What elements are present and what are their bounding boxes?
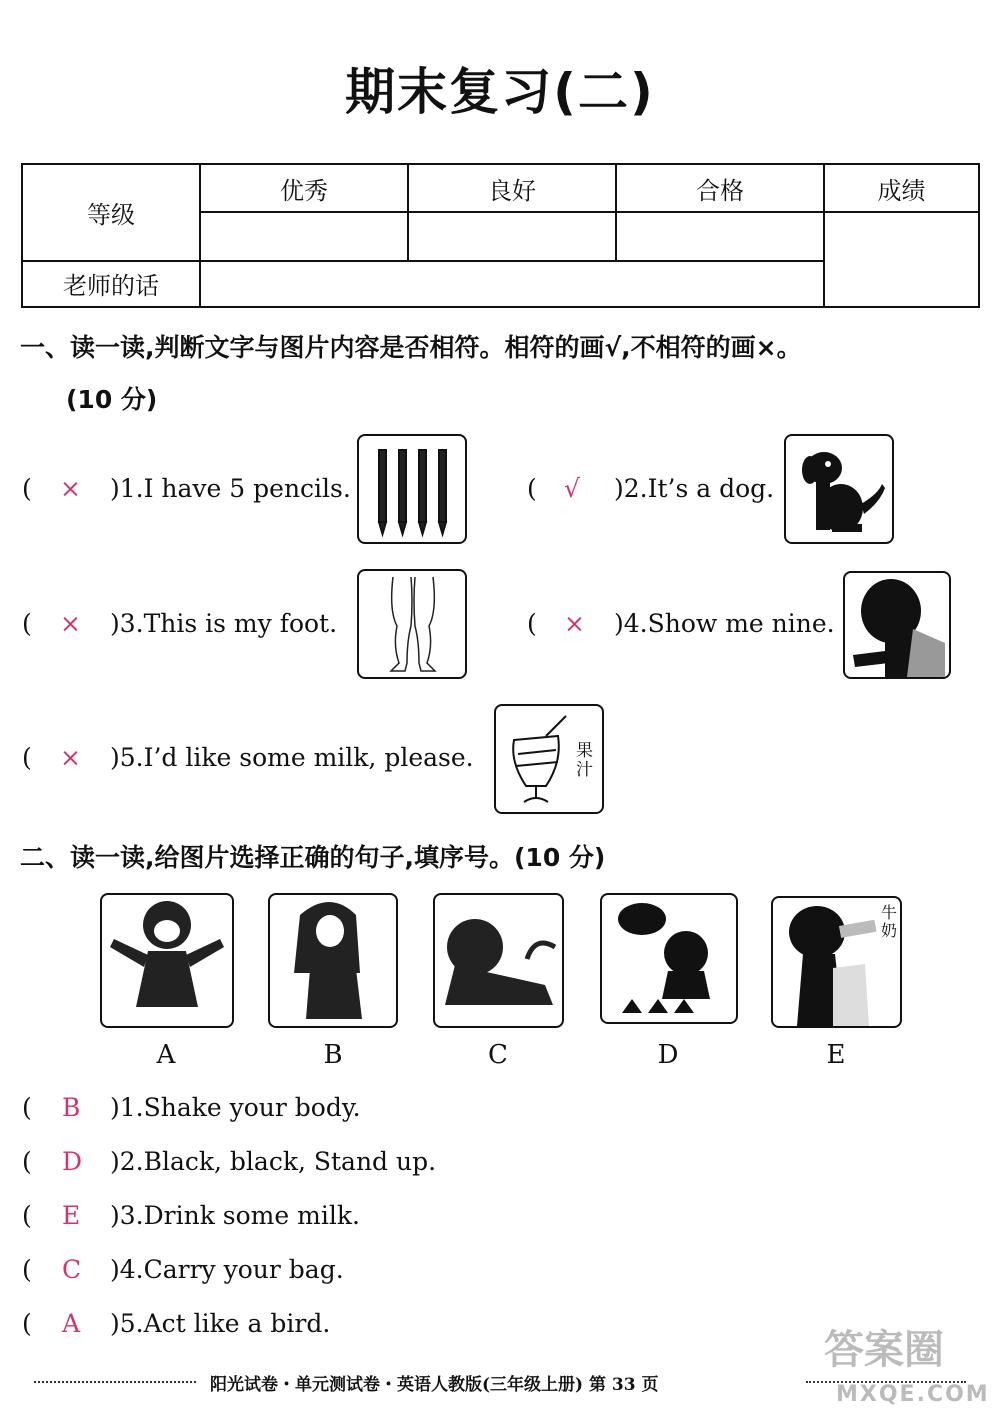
s2-paren-5: ( xyxy=(22,1309,32,1338)
s2-paren-4: ( xyxy=(22,1255,32,1284)
juice-picture xyxy=(494,704,604,814)
s2-answer-3[interactable]: E xyxy=(62,1201,81,1230)
page-title: 期末复习(二) xyxy=(345,63,655,121)
milk-label: 牛 奶 xyxy=(881,903,898,940)
picture-a xyxy=(100,893,234,1028)
good-cell[interactable] xyxy=(408,212,616,260)
s1-text-1: )1.I have 5 pencils. xyxy=(110,474,351,503)
pass-cell[interactable] xyxy=(616,212,824,260)
s2-paren-1: ( xyxy=(22,1093,32,1122)
picture-label-d: D xyxy=(657,1040,679,1070)
grade-table xyxy=(21,163,980,308)
s1-text-4: )4.Show me nine. xyxy=(614,609,835,638)
picture-d xyxy=(600,893,738,1024)
section1-heading: 一、读一读,判断文字与图片内容是否相符。相符的画√,不相符的画×。 xyxy=(20,333,802,362)
s1-item-5: ( xyxy=(22,743,32,772)
s1-answer-4[interactable]: × xyxy=(564,609,585,638)
s1-answer-1[interactable]: × xyxy=(60,474,81,503)
s2-answer-1[interactable]: B xyxy=(62,1093,81,1122)
picture-label-a: A xyxy=(156,1040,176,1070)
s1-answer-3[interactable]: × xyxy=(60,609,81,638)
section1-points: (10 分) xyxy=(66,385,158,414)
s1-item-3: ( xyxy=(22,609,32,638)
watermark-url: MXQE.COM xyxy=(836,1382,990,1407)
picture-label-c: C xyxy=(488,1040,508,1070)
s1-text-2: )2.It’s a dog. xyxy=(614,474,775,503)
s2-text-3: )3.Drink some milk. xyxy=(110,1201,360,1230)
s2-text-2: )2.Black, black, Stand up. xyxy=(110,1147,437,1176)
picture-b xyxy=(268,893,398,1028)
s1-item-1: ( xyxy=(22,474,32,503)
s2-answer-5[interactable]: A xyxy=(62,1309,81,1338)
teacher-comment-cell[interactable] xyxy=(200,261,824,307)
show-nine-picture xyxy=(843,571,951,679)
footer-rule-left xyxy=(34,1381,196,1383)
picture-label-e: E xyxy=(826,1040,846,1070)
grade-label: 等级 xyxy=(22,164,200,261)
picture-e xyxy=(771,896,902,1028)
watermark-logo: 答案圈 xyxy=(824,1327,944,1373)
s2-paren-2: ( xyxy=(22,1147,32,1176)
level-good: 良好 xyxy=(408,164,616,212)
footer-text: 阳光试卷・单元测试卷・英语人教版(三年级上册) 第 33 页 xyxy=(210,1375,659,1395)
legs-picture xyxy=(357,569,467,679)
s1-answer-2[interactable]: √ xyxy=(564,474,580,503)
s2-answer-4[interactable]: C xyxy=(62,1255,82,1284)
picture-label-b: B xyxy=(323,1040,343,1070)
level-excellent: 优秀 xyxy=(200,164,408,212)
s2-answer-2[interactable]: D xyxy=(62,1147,83,1176)
section2-heading: 二、读一读,给图片选择正确的句子,填序号。(10 分) xyxy=(20,843,606,872)
s2-paren-3: ( xyxy=(22,1201,32,1230)
s1-item-2: ( xyxy=(527,474,537,503)
s1-text-3: )3.This is my foot. xyxy=(110,609,338,638)
level-pass: 合格 xyxy=(616,164,824,212)
s1-item-4: ( xyxy=(527,609,537,638)
juice-label: 果 汁 xyxy=(576,741,593,780)
dog-picture xyxy=(784,434,894,544)
s2-text-1: )1.Shake your body. xyxy=(110,1093,361,1122)
s2-text-5: )5.Act like a bird. xyxy=(110,1309,331,1338)
s1-text-5: )5.I’d like some milk, please. xyxy=(110,743,474,772)
s2-text-4: )4.Carry your bag. xyxy=(110,1255,344,1284)
s1-answer-5[interactable]: × xyxy=(60,743,81,772)
picture-c xyxy=(433,893,564,1028)
pencils-picture xyxy=(357,434,467,544)
score-label: 成绩 xyxy=(824,164,979,212)
teacher-label: 老师的话 xyxy=(22,261,200,307)
score-cell[interactable] xyxy=(824,212,979,307)
excellent-cell[interactable] xyxy=(200,212,408,260)
